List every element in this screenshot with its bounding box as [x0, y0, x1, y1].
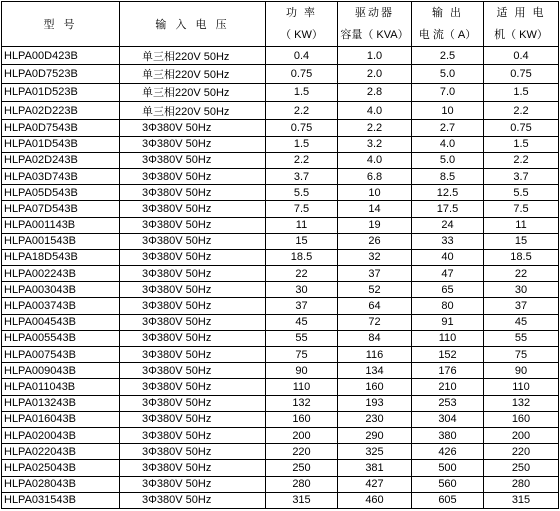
- cell-driver-capacity: 19: [338, 217, 412, 233]
- cell-power: 200: [266, 427, 338, 443]
- cell-voltage: 3Φ380V 50Hz: [120, 201, 266, 217]
- cell-driver-capacity: 84: [338, 330, 412, 346]
- cell-motor-power: 280: [484, 476, 559, 492]
- cell-motor-power: 200: [484, 427, 559, 443]
- table-row: [2, 83, 559, 101]
- cell-model: HLPA005543B: [2, 330, 120, 346]
- cell-driver-capacity: 230: [338, 411, 412, 427]
- cell-model: HLPA011043B: [2, 379, 120, 395]
- cell-voltage: 3Φ380V 50Hz: [120, 136, 266, 152]
- cell-output-current: 91: [412, 314, 484, 330]
- table-row: [2, 330, 559, 346]
- cell-motor-power: 30: [484, 282, 559, 298]
- cell-power: 45: [266, 314, 338, 330]
- cell-voltage: 3Φ380V 50Hz: [120, 266, 266, 282]
- cell-motor-power: 1.5: [484, 83, 559, 101]
- cell-driver-capacity: 2.2: [338, 120, 412, 136]
- cell-voltage: 3Φ380V 50Hz: [120, 185, 266, 201]
- cell-output-current: 560: [412, 476, 484, 492]
- cell-model: HLPA003743B: [2, 298, 120, 314]
- cell-output-current: 17.5: [412, 201, 484, 217]
- cell-voltage: 3Φ380V 50Hz: [120, 379, 266, 395]
- table-row: [2, 201, 559, 217]
- cell-output-current: 426: [412, 444, 484, 460]
- cell-motor-power: 220: [484, 444, 559, 460]
- cell-motor-power: 90: [484, 363, 559, 379]
- cell-output-current: 210: [412, 379, 484, 395]
- table-row: [2, 266, 559, 282]
- cell-driver-capacity: 325: [338, 444, 412, 460]
- table-row: [2, 411, 559, 427]
- cell-voltage: 3Φ380V 50Hz: [120, 233, 266, 249]
- cell-motor-power: 0.75: [484, 120, 559, 136]
- cell-output-current: 80: [412, 298, 484, 314]
- cell-voltage: 3Φ380V 50Hz: [120, 298, 266, 314]
- header-output: [412, 2, 484, 47]
- cell-model: HLPA004543B: [2, 314, 120, 330]
- cell-driver-capacity: 381: [338, 460, 412, 476]
- cell-output-current: 176: [412, 363, 484, 379]
- table-row: [2, 460, 559, 476]
- cell-power: 37: [266, 298, 338, 314]
- cell-driver-capacity: 134: [338, 363, 412, 379]
- cell-driver-capacity: 14: [338, 201, 412, 217]
- cell-voltage: 单三相220V 50Hz: [120, 102, 266, 120]
- cell-motor-power: 75: [484, 347, 559, 363]
- cell-model: HLPA020043B: [2, 427, 120, 443]
- cell-motor-power: 45: [484, 314, 559, 330]
- cell-voltage: 3Φ380V 50Hz: [120, 427, 266, 443]
- header-motor-top: 适 用 电: [496, 7, 546, 19]
- cell-motor-power: 2.2: [484, 102, 559, 120]
- cell-model: HLPA18D543B: [2, 249, 120, 265]
- cell-model: HLPA02D243B: [2, 152, 120, 168]
- cell-output-current: 2.5: [412, 47, 484, 65]
- cell-power: 250: [266, 460, 338, 476]
- cell-power: 22: [266, 266, 338, 282]
- cell-output-current: 605: [412, 492, 484, 508]
- cell-voltage: 单三相220V 50Hz: [120, 83, 266, 101]
- table-row: [2, 476, 559, 492]
- table-row: [2, 298, 559, 314]
- cell-driver-capacity: 4.0: [338, 102, 412, 120]
- cell-output-current: 7.0: [412, 83, 484, 101]
- cell-power: 2.2: [266, 102, 338, 120]
- cell-motor-power: 315: [484, 492, 559, 508]
- header-power: [266, 2, 338, 47]
- cell-output-current: 47: [412, 266, 484, 282]
- cell-motor-power: 7.5: [484, 201, 559, 217]
- cell-model: HLPA0D7543B: [2, 120, 120, 136]
- cell-motor-power: 5.5: [484, 185, 559, 201]
- cell-power: 15: [266, 233, 338, 249]
- cell-output-current: 500: [412, 460, 484, 476]
- cell-output-current: 65: [412, 282, 484, 298]
- cell-driver-capacity: 26: [338, 233, 412, 249]
- header-motor: [484, 2, 559, 47]
- cell-model: HLPA001543B: [2, 233, 120, 249]
- cell-driver-capacity: 3.2: [338, 136, 412, 152]
- table-row: [2, 492, 559, 508]
- cell-power: 3.7: [266, 168, 338, 184]
- cell-power: 110: [266, 379, 338, 395]
- cell-output-current: 8.5: [412, 168, 484, 184]
- table-row: [2, 136, 559, 152]
- cell-model: HLPA00D423B: [2, 47, 120, 65]
- cell-power: 0.4: [266, 47, 338, 65]
- cell-power: 7.5: [266, 201, 338, 217]
- cell-model: HLPA031543B: [2, 492, 120, 508]
- cell-driver-capacity: 116: [338, 347, 412, 363]
- table-row: [2, 217, 559, 233]
- cell-model: HLPA01D543B: [2, 136, 120, 152]
- cell-voltage: 3Φ380V 50Hz: [120, 444, 266, 460]
- table-row: [2, 168, 559, 184]
- cell-power: 315: [266, 492, 338, 508]
- cell-power: 55: [266, 330, 338, 346]
- cell-power: 280: [266, 476, 338, 492]
- cell-voltage: 3Φ380V 50Hz: [120, 347, 266, 363]
- cell-motor-power: 11: [484, 217, 559, 233]
- cell-output-current: 253: [412, 395, 484, 411]
- cell-power: 132: [266, 395, 338, 411]
- cell-model: HLPA001143B: [2, 217, 120, 233]
- table-row: [2, 395, 559, 411]
- cell-motor-power: 0.75: [484, 65, 559, 83]
- header-power-top: 功 率: [285, 7, 318, 19]
- cell-voltage: 3Φ380V 50Hz: [120, 460, 266, 476]
- cell-voltage: 3Φ380V 50Hz: [120, 411, 266, 427]
- cell-model: HLPA016043B: [2, 411, 120, 427]
- cell-power: 75: [266, 347, 338, 363]
- cell-driver-capacity: 460: [338, 492, 412, 508]
- cell-output-current: 12.5: [412, 185, 484, 201]
- cell-model: HLPA025043B: [2, 460, 120, 476]
- cell-motor-power: 110: [484, 379, 559, 395]
- cell-output-current: 5.0: [412, 152, 484, 168]
- cell-voltage: 3Φ380V 50Hz: [120, 217, 266, 233]
- header-motor-bottom: 机（ KW）: [494, 29, 548, 41]
- cell-output-current: 304: [412, 411, 484, 427]
- cell-voltage: 3Φ380V 50Hz: [120, 476, 266, 492]
- cell-voltage: 3Φ380V 50Hz: [120, 282, 266, 298]
- cell-output-current: 2.7: [412, 120, 484, 136]
- table-row: [2, 347, 559, 363]
- cell-motor-power: 22: [484, 266, 559, 282]
- cell-voltage: 3Φ380V 50Hz: [120, 152, 266, 168]
- header-model: 型 号: [2, 2, 120, 47]
- cell-voltage: 3Φ380V 50Hz: [120, 120, 266, 136]
- cell-driver-capacity: 1.0: [338, 47, 412, 65]
- cell-driver-capacity: 52: [338, 282, 412, 298]
- cell-output-current: 5.0: [412, 65, 484, 83]
- cell-voltage: 3Φ380V 50Hz: [120, 492, 266, 508]
- cell-driver-capacity: 193: [338, 395, 412, 411]
- cell-voltage: 3Φ380V 50Hz: [120, 249, 266, 265]
- header-output-top: 输 出: [431, 7, 464, 19]
- cell-motor-power: 15: [484, 233, 559, 249]
- cell-model: HLPA007543B: [2, 347, 120, 363]
- cell-model: HLPA0D7523B: [2, 65, 120, 83]
- cell-motor-power: 3.7: [484, 168, 559, 184]
- cell-power: 2.2: [266, 152, 338, 168]
- table-row: [2, 102, 559, 120]
- cell-driver-capacity: 2.8: [338, 83, 412, 101]
- cell-output-current: 24: [412, 217, 484, 233]
- cell-model: HLPA03D743B: [2, 168, 120, 184]
- header-driver: [338, 2, 412, 47]
- table-row: [2, 363, 559, 379]
- header-row: [2, 2, 559, 47]
- cell-output-current: 380: [412, 427, 484, 443]
- table-row: [2, 233, 559, 249]
- cell-output-current: 4.0: [412, 136, 484, 152]
- cell-output-current: 110: [412, 330, 484, 346]
- cell-driver-capacity: 32: [338, 249, 412, 265]
- cell-model: HLPA02D223B: [2, 102, 120, 120]
- cell-power: 11: [266, 217, 338, 233]
- cell-output-current: 40: [412, 249, 484, 265]
- cell-power: 5.5: [266, 185, 338, 201]
- table-row: [2, 47, 559, 65]
- cell-power: 0.75: [266, 120, 338, 136]
- cell-output-current: 152: [412, 347, 484, 363]
- header-output-bottom: 电 流（ A）: [418, 29, 477, 41]
- table-row: [2, 314, 559, 330]
- cell-voltage: 3Φ380V 50Hz: [120, 168, 266, 184]
- cell-model: HLPA002243B: [2, 266, 120, 282]
- cell-power: 18.5: [266, 249, 338, 265]
- table-row: [2, 444, 559, 460]
- cell-driver-capacity: 64: [338, 298, 412, 314]
- cell-output-current: 10: [412, 102, 484, 120]
- cell-power: 220: [266, 444, 338, 460]
- table-row: [2, 379, 559, 395]
- cell-power: 0.75: [266, 65, 338, 83]
- cell-model: HLPA07D543B: [2, 201, 120, 217]
- cell-driver-capacity: 427: [338, 476, 412, 492]
- cell-model: HLPA003043B: [2, 282, 120, 298]
- cell-model: HLPA022043B: [2, 444, 120, 460]
- header-voltage: 输 入 电 压: [120, 2, 266, 47]
- table-row: [2, 427, 559, 443]
- cell-motor-power: 1.5: [484, 136, 559, 152]
- cell-model: HLPA01D523B: [2, 83, 120, 101]
- cell-motor-power: 37: [484, 298, 559, 314]
- cell-driver-capacity: 2.0: [338, 65, 412, 83]
- cell-voltage: 3Φ380V 50Hz: [120, 330, 266, 346]
- cell-motor-power: 250: [484, 460, 559, 476]
- cell-driver-capacity: 10: [338, 185, 412, 201]
- cell-voltage: 3Φ380V 50Hz: [120, 395, 266, 411]
- cell-motor-power: 2.2: [484, 152, 559, 168]
- table-row: [2, 185, 559, 201]
- cell-motor-power: 18.5: [484, 249, 559, 265]
- cell-power: 160: [266, 411, 338, 427]
- cell-voltage: 3Φ380V 50Hz: [120, 363, 266, 379]
- cell-driver-capacity: 4.0: [338, 152, 412, 168]
- table-body: [2, 47, 559, 509]
- cell-motor-power: 55: [484, 330, 559, 346]
- cell-voltage: 单三相220V 50Hz: [120, 65, 266, 83]
- cell-motor-power: 0.4: [484, 47, 559, 65]
- header-driver-top: 驱动器: [355, 7, 394, 19]
- cell-power: 1.5: [266, 136, 338, 152]
- cell-model: HLPA028043B: [2, 476, 120, 492]
- table-row: [2, 65, 559, 83]
- cell-model: HLPA009043B: [2, 363, 120, 379]
- cell-model: HLPA013243B: [2, 395, 120, 411]
- spec-table: [1, 1, 559, 509]
- header-driver-bottom: 容量（ KVA）: [340, 29, 409, 41]
- cell-voltage: 单三相220V 50Hz: [120, 47, 266, 65]
- cell-driver-capacity: 290: [338, 427, 412, 443]
- cell-motor-power: 160: [484, 411, 559, 427]
- cell-output-current: 33: [412, 233, 484, 249]
- cell-voltage: 3Φ380V 50Hz: [120, 314, 266, 330]
- cell-power: 1.5: [266, 83, 338, 101]
- cell-power: 30: [266, 282, 338, 298]
- cell-driver-capacity: 72: [338, 314, 412, 330]
- table-row: [2, 282, 559, 298]
- table-row: [2, 249, 559, 265]
- cell-model: HLPA05D543B: [2, 185, 120, 201]
- table-row: [2, 152, 559, 168]
- header-power-bottom: （ KW）: [280, 29, 323, 41]
- cell-driver-capacity: 6.8: [338, 168, 412, 184]
- cell-motor-power: 132: [484, 395, 559, 411]
- cell-driver-capacity: 160: [338, 379, 412, 395]
- cell-power: 90: [266, 363, 338, 379]
- cell-driver-capacity: 37: [338, 266, 412, 282]
- table-row: [2, 120, 559, 136]
